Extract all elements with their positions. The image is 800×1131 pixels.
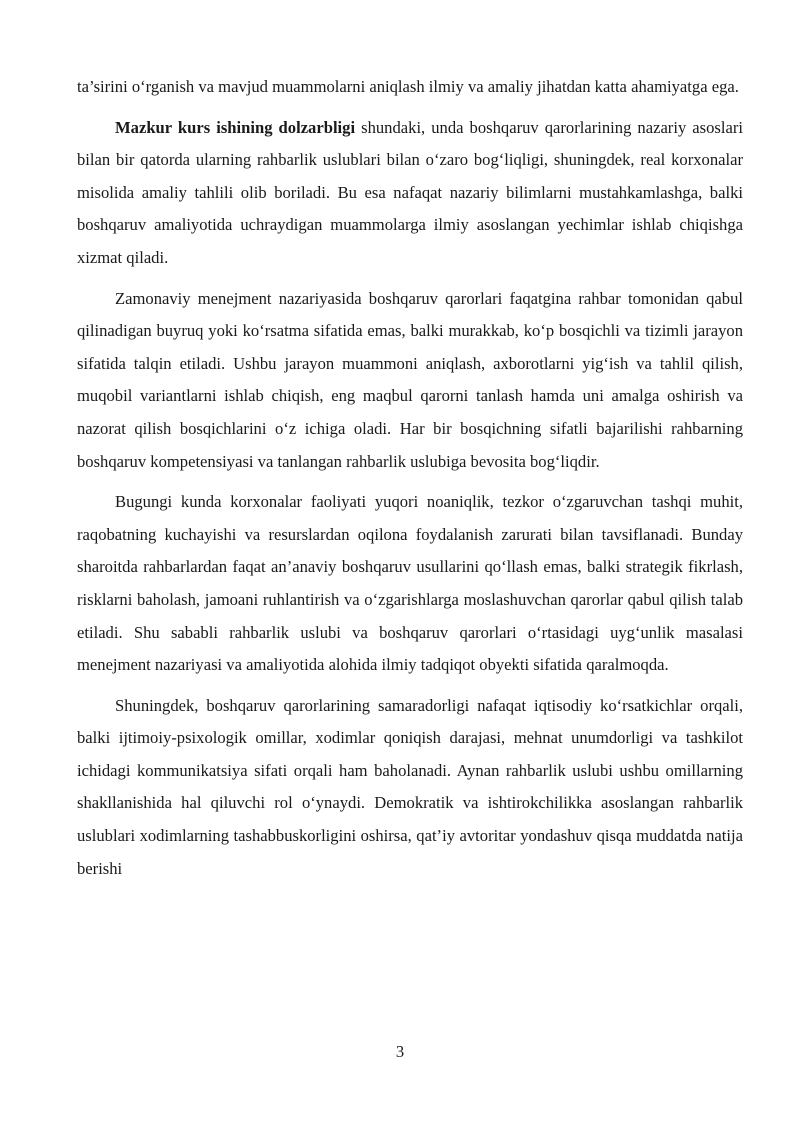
paragraph-relevance bbox=[77, 112, 743, 275]
paragraph-today bbox=[77, 486, 743, 682]
relevance-heading: Mazkur kurs ishining dolzarbligi bbox=[115, 117, 356, 137]
document-body bbox=[77, 71, 743, 893]
paragraph-text: ta’sirini o‘rganish va mavjud muammolarni aniqlash ilmiy va amaliy jihatdan katta ahamiyatga ega. bbox=[77, 77, 739, 96]
paragraph-text: Zamonaviy menejment nazariyasida boshqaruv qarorlari faqatgina rahbar tomonidan qabul qilinadigan buyruq yoki ko‘rsatma sifatida emas, balki murakkab, ko‘p bosqichli va tizimli jarayon sifatida talqin etiladi. Ushbu jarayon muammoni aniqlash, axborotlarni yig‘ish va tahlil qilish, muqobil variantlarni ishlab chiqish, eng maqbul qarorni tanlash hamda uni amalga oshirish va nazorat qilish bosqichlarini o‘z ichiga oladi. Har bir bosqichning sifatli bajarilishi rahbarning boshqaruv kompetensiyasi va tanlangan rahbarlik uslubiga bevosita bog‘liqdir. bbox=[77, 288, 743, 471]
paragraph-efficiency bbox=[77, 690, 743, 886]
paragraph-continuation bbox=[77, 71, 743, 104]
paragraph-modern-management bbox=[77, 283, 743, 479]
paragraph-text: shundaki, unda boshqaruv qarorlarining nazariy asoslari bilan bir qatorda ularning rahbarlik uslublari bilan o‘zaro bog‘liqligi, shuningdek, real korxonalar misolida amaliy tahlili olib boriladi. Bu esa nafaqat nazariy bilimlarni mustahkamlashga, balki boshqaruv amaliyotida uchraydigan muammolarga ilmiy asoslangan yechimlar ishlab chiqishga xizmat qiladi. bbox=[77, 117, 743, 267]
paragraph-text: Bugungi kunda korxonalar faoliyati yuqori noaniqlik, tezkor o‘zgaruvchan tashqi muhit, raqobatning kuchayishi va resurslardan oqilona foydalanish zarurati bilan tavsiflanadi. Bunday sharoitda rahbarlardan faqat an’anaviy boshqaruv usullarini qo‘llash emas, balki strategik fikrlash, risklarni baholash, jamoani ruhlantirish va o‘zgarishlarga moslashuvchan qarorlar qabul qilish talab etiladi. Shu sababli rahbarlik uslubi va boshqaruv qarorlari o‘rtasidagi uyg‘unlik masalasi menejment nazariyasi va amaliyotida alohida ilmiy tadqiqot obyekti sifatida qaralmoqda. bbox=[77, 492, 743, 675]
page-number: 3 bbox=[395, 1042, 405, 1061]
paragraph-text: Shuningdek, boshqaruv qarorlarining samaradorligi nafaqat iqtisodiy ko‘rsatkichlar orqali, balki ijtimoiy-psixologik omillar, xodimlar qoniqish darajasi, mehnat unumdorligi va tashkilot ichidagi kommunikatsiya sifati orqali ham baholanadi. Aynan rahbarlik uslubi ushbu omillarning shakllanishida hal qiluvchi rol o‘ynaydi. Demokratik va ishtirokchilikka asoslangan rahbarlik uslublari xodimlarning tashabbuskorligini oshirsa, qat’iy avtoritar yondashuv qisqa muddatda natija berishi bbox=[77, 695, 743, 878]
